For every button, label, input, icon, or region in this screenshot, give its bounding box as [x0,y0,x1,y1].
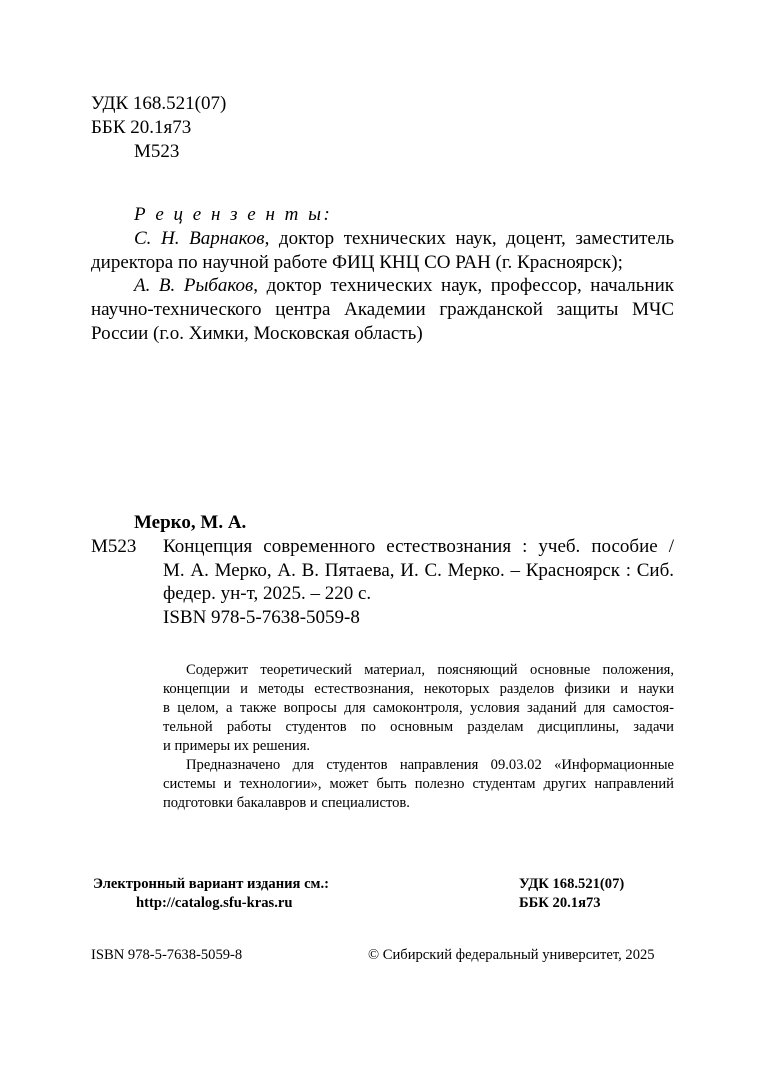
reviewer-1-line-2: директора по научной работе ФИЦ КНЦ СО РАН (г. Красноярск); [91,252,623,273]
footer-bbk: ББК 20.1я73 [519,895,601,911]
audience-line-3: подготовки бакалавров и специалистов. [163,795,410,811]
reviewer-1-title: , доктор технических наук, доцент, заместитель [264,228,674,249]
abstract-line-2: концепции и методы естествознания, некоторых разделов физики и науки [163,681,674,697]
reviewer-1-name: С. Н. Варнаков [134,228,265,249]
catalog-url[interactable]: http://catalog.sfu-kras.ru [136,895,293,911]
abstract-line-4: тельной работы студентов по основным разделам дисциплины, задачи [163,719,674,735]
author-mark: М523 [134,141,180,162]
electronic-version-label: Электронный вариант издания см.: [93,876,330,892]
udk-code: УДК 168.521(07) [91,93,227,114]
reviewer-1-line-1 [134,227,674,251]
bib-line-3: федер. ун-т, 2025. – 220 с. [163,583,372,604]
abstract-line-1: Содержит теоретический материал, поясняющий основные положения, [186,662,674,678]
bib-line-1: Концепция современного естествознания : учеб. пособие / [163,536,674,557]
bib-mark: М523 [91,536,137,557]
reviewer-2-name: А. В. Рыбаков [134,275,254,296]
audience-line-2: системы и технологии», может быть полезно студентам других направлений [163,776,674,792]
reviewer-2-title: , доктор технических наук, профессор, начальник [253,275,674,296]
copyright: © Сибирский федеральный университет, 2025 [368,947,655,963]
bib-line-2: М. А. Мерко, А. В. Пятаева, И. С. Мерко. – Красноярск : Сиб. [163,560,674,581]
abstract-line-3: в целом, а также вопросы для самоконтроля, условия заданий для самостоя- [163,700,674,716]
bbk-code: ББК 20.1я73 [91,117,192,138]
footer-udk: УДК 168.521(07) [519,876,625,892]
audience-line-1: Предназначено для студентов направления 09.03.02 «Информационные [186,757,674,773]
abstract-line-5: и примеры их решения. [163,738,311,754]
reviewer-2-line-2: научно-технического центра Академии гражданской защиты МЧС [91,299,674,320]
bib-author: Мерко, М. А. [134,512,247,533]
reviewer-2-line-3: России (г.о. Химки, Московская область) [91,323,423,344]
footer-isbn: ISBN 978-5-7638-5059-8 [91,947,243,963]
bib-isbn: ISBN 978-5-7638-5059-8 [163,607,360,628]
reviewers-heading: Р е ц е н з е н т ы: [134,204,333,225]
reviewer-2-line-1 [134,274,674,298]
